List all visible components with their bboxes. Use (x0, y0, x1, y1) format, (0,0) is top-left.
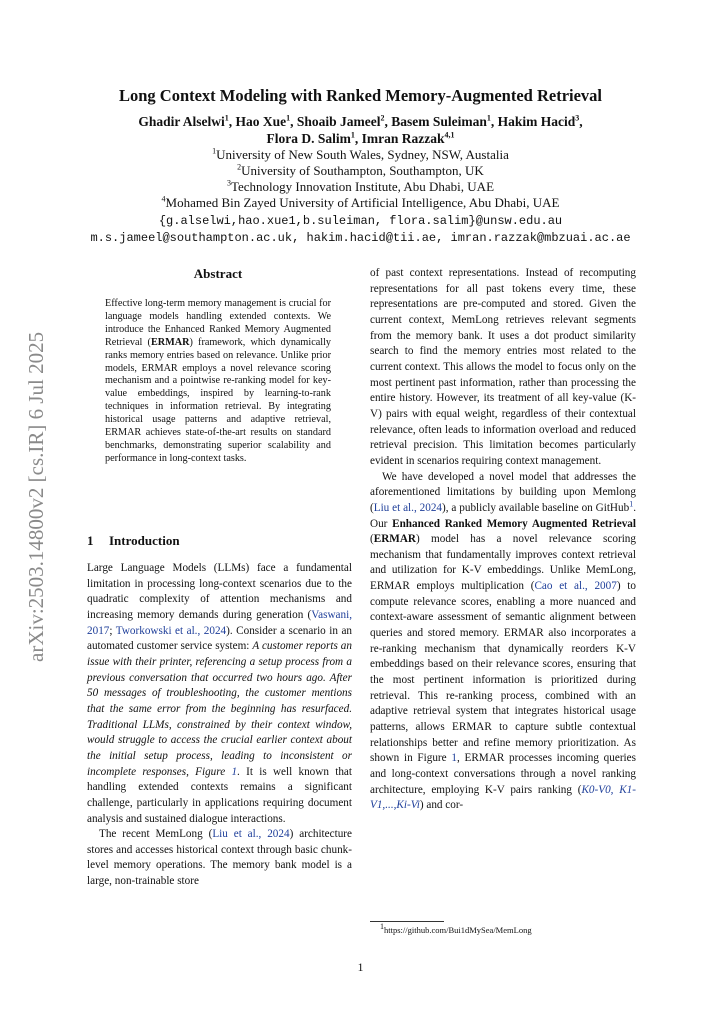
paragraph: of past context representations. Instead of recomputing representations for all past tokens every time, these representations are pre-computed and stored. Given the current context, MemLong retrieves relevant segments from the memory bank. It uses a dot product similarity search to find the memory entries most related to the current context. This allows the model to focus only on the most pertinent past information, rather than processing the entire history. However, its treatment of all key-value (K-V) pairs with equal weight, regardless of their contextual relevance, often leads to information overload and reduced retrieval precision. This limitation becomes particularly evident in scenarios requiring context management. (370, 267, 636, 467)
text-run: Large Language Models (LLMs) face a fundamental limitation in processing long-context scenarios due to the quadratic complexity of attention mechanisms and increasing memory demands during generation ( (87, 562, 352, 621)
text-run: The recent MemLong ( (99, 828, 213, 841)
arxiv-stamp: arXiv:2503.14800v2 [cs.IR] 6 Jul 2025 (24, 331, 48, 663)
text-run: ) and cor- (419, 799, 464, 812)
author-name: Flora D. Salim (266, 131, 351, 146)
paragraph (370, 470, 636, 814)
text-run: ), a publicly available baseline on GitHub (442, 501, 630, 514)
text-run: ). Consider a scenario in an automated customer service system: (87, 624, 353, 653)
author-name: Imran Razzak (361, 131, 445, 146)
page-number: 1 (357, 960, 364, 974)
paragraph (87, 561, 352, 827)
author-line-1: Ghadir Alselwi$^1$, Hao Xue$^1$, Shoaib Jameel$^2$, Basem Suleiman$^1$, Hakim Hacid$^3$, (138, 113, 583, 129)
author-sup: 2 (380, 113, 385, 123)
affiliation (0, 147, 721, 163)
author-sup: 1 (350, 130, 355, 140)
paragraph (87, 827, 352, 890)
section-heading (87, 533, 180, 549)
footnote-mark: 1 (380, 922, 384, 932)
abstract-text (105, 298, 331, 466)
author-name: Shoaib Jameel (296, 114, 381, 129)
citation-link[interactable]: Tworkowski et al., 2024 (115, 624, 227, 637)
email-line-1: {g.alselwi,hao.xue1,b.suleiman, flora.salim}@unsw.edu.au (158, 214, 563, 228)
affiliation-text: University of New South Wales, Sydney, NSW, Austalia (216, 147, 509, 162)
citation-link[interactable]: Liu et al., 2024 (212, 828, 290, 841)
abstract-heading: Abstract (193, 266, 243, 281)
text-run: . It is well known that handling extended contexts remains a significant challenge, particularly in applications requiring document analysis and sustained dialogue interactions. (87, 765, 352, 825)
text-run: , ERMAR processes incoming queries and long-context conversations through a novel ranking architecture, employing K-V pairs ranking ( (370, 752, 636, 796)
affiliation (0, 179, 721, 195)
text-run: ) architecture stores and accesses historical context through basic chunk-level memory operations. The memory bank model is a large, non-trainable store (87, 828, 352, 888)
author-name: Hao Xue (235, 114, 287, 129)
abstract-part: ) framework, which dynamically ranks memory entries based on relevance. Unlike prior models, ERMAR employs a novel relevance scoring mechanism and a pointwise re-ranking model for key-value embeddings, inspired by learning-to-rank techniques in information retrieval. By integrating historical usage patterns and adaptive retrieval, ERMAR achieves state-of-the-art results on standard benchmarks, demonstrating superior scalability and performance in long-context tasks. (105, 336, 331, 464)
right-column-body (370, 266, 636, 814)
affiliation-sup: 1 (212, 146, 217, 156)
author-sup: 4,1 (444, 130, 455, 140)
affiliation-sup: 4 (161, 194, 166, 204)
footnote-ref[interactable]: 1 (629, 499, 634, 509)
email-line-2: m.s.jameel@southampton.ac.uk, hakim.hacid@tii.ae, imran.razzak@mbzuai.ac.ae (90, 231, 631, 245)
text-run: ) model has a novel relevance scoring mechanism that fundamentally improves context retrieval and utilization for K-V embeddings. Unlike MemLong, ERMAR employs multiplication ( (370, 533, 636, 593)
citation-link[interactable]: Vaswani, 2017 (87, 608, 352, 637)
author-sup: 3 (575, 113, 580, 123)
affiliation-text: Mohamed Bin Zayed University of Artificial Intelligence, Abu Dhabi, UAE (165, 195, 560, 210)
author-name: Basem Suleiman (391, 114, 487, 129)
affiliation-text: University of Southampton, Southampton, UK (241, 163, 484, 178)
section-number: 1 (87, 533, 94, 548)
citation-link[interactable]: Liu et al., 2024 (373, 501, 443, 514)
text-run: ; (109, 624, 116, 637)
affiliation-text: Technology Innovation Institute, Abu Dhabi, UAE (230, 179, 495, 194)
text-run: ) to compute relevance scores, enabling a more nuanced and context-aware assessment of semantic alignment between queries and stored memory. ERMAR also incorporates a re-ranking mechanism that dynamically reorders K-V embeddings based on their relevance scores, ensuring that the most pertinent information is prioritized during retrieval. This re-ranking process, combined with an adaptive retrieval system that integrates historical usage patterns, allows ERMAR to capture subtle contextual relationships better and refine memory prioritization. As shown in Figure (370, 580, 637, 765)
bold-text: ERMAR (373, 533, 416, 546)
footnote-url[interactable]: https://github.com/Bui1dMySea/MemLong (384, 925, 532, 935)
footnote (380, 922, 532, 936)
text-run: ( (370, 533, 374, 546)
affiliation (0, 195, 721, 211)
text-run: . Our (370, 501, 636, 530)
author-sup: 1 (486, 113, 491, 123)
figure-link[interactable]: 1 (231, 765, 238, 778)
author-name: Hakim Hacid (497, 114, 576, 129)
author-name: Ghadir Alselwi (138, 114, 225, 129)
citation-link[interactable]: Cao et al., 2007 (534, 580, 617, 593)
text-run: We have developed a novel model that addresses the aforementioned limitations by building upon Memlong ( (370, 470, 636, 514)
abstract-bold: ERMAR (150, 336, 190, 348)
author-line-2: Flora D. Salim$^1$, Imran Razzak$^{4,1}$ (266, 130, 455, 146)
affiliation-sup: 3 (226, 178, 231, 188)
italic-text: A customer reports an issue with their printer, referencing a setup process from a previous conversation that occurred two hours ago. After 50 messages of troubleshooting, the customer mentions that the same error from the beginning has resurfaced. Traditional LLMs, constrained by their context window, would struggle to access the crucial earlier context about the initial setup process, leading to inconsistent or incomplete responses, Figure (87, 640, 352, 778)
bold-text: Enhanced Ranked Memory Augmented Retrieval (392, 517, 636, 530)
section-title: Introduction (109, 533, 180, 548)
abstract-part: Effective long-term memory management is crucial for language models handling extended contexts. We introduce the Enhanced Ranked Memory Augmented Retrieval ( (105, 298, 331, 348)
left-column-body (87, 561, 352, 890)
paper-title: Long Context Modeling with Ranked Memory-Augmented Retrieval (118, 86, 603, 105)
author-sup: 1 (286, 113, 291, 123)
author-sup: 1 (224, 113, 229, 123)
math-inline: K0-V0, K1-V1,...,Ki-Vi (370, 783, 636, 812)
affiliation (0, 163, 721, 179)
affiliation-sup: 2 (237, 162, 242, 172)
figure-link[interactable]: 1 (451, 752, 457, 765)
